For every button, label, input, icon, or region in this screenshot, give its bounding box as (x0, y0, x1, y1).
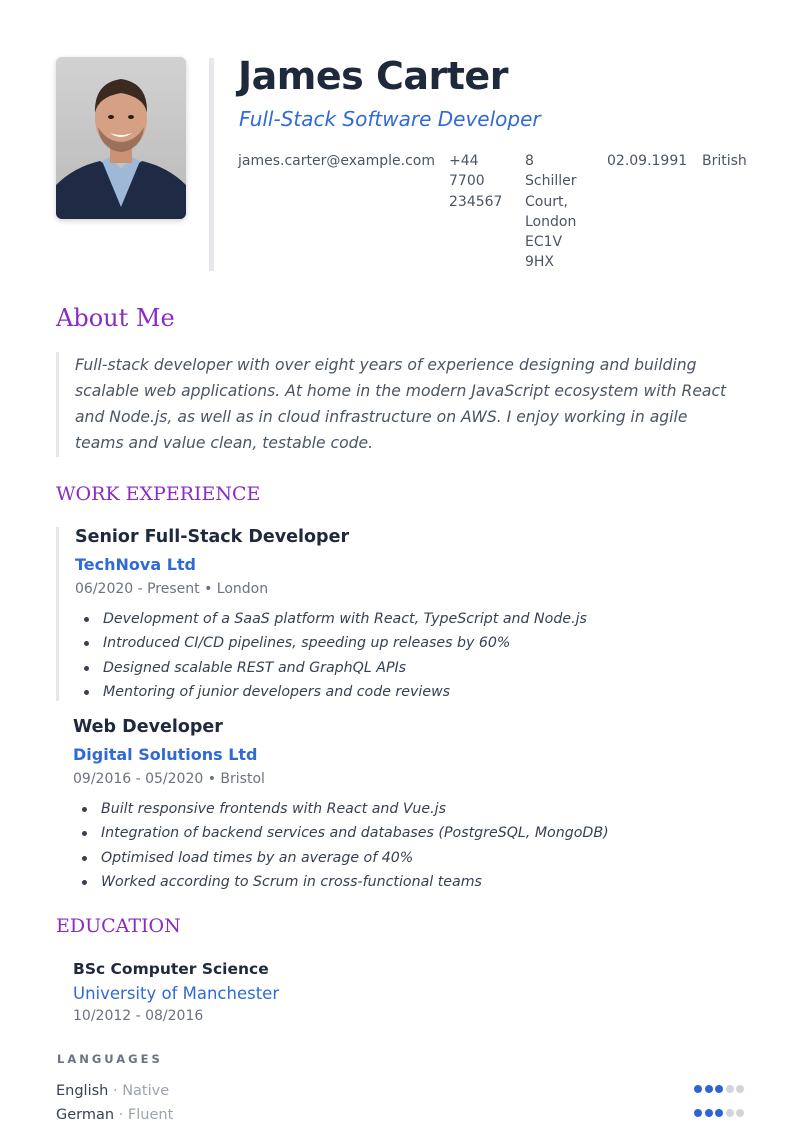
job-bullet (84, 680, 587, 704)
job-meta: 06/2020 - Present • London (75, 581, 269, 597)
bullet-dot-icon (82, 856, 87, 861)
header-divider (209, 58, 214, 271)
language-separator: · (114, 1107, 128, 1123)
language-rating (694, 1109, 744, 1118)
education-degree: BSc Computer Science (73, 960, 269, 978)
job-accent-rail (56, 527, 59, 701)
job-company: Digital Solutions Ltd (73, 745, 258, 764)
job-bullet-text: Introduced CI/CD pipelines, speeding up releases by 60% (103, 635, 511, 652)
language-row (56, 1080, 746, 1100)
about-heading: About Me (56, 304, 175, 332)
rating-dot-empty-icon (736, 1109, 744, 1117)
job-bullet-text: Development of a SaaS platform with React, TypeScript and Node.js (103, 611, 587, 627)
about-text: Full-stack developer with over eight years of experience designing and building scalable web applications. At home in the modern JavaScript ecosystem with React and Node.js, as well as in cloud infrastructure on AWS. I enjoy working in agile teams and value clean, testable code. (75, 356, 727, 453)
education-dates: 10/2012 - 08/2016 (73, 1008, 204, 1024)
job-company: TechNova Ltd (75, 555, 196, 574)
job-bullet (84, 631, 587, 655)
job-bullet-text: Mentoring of junior developers and code reviews (103, 683, 451, 700)
contact-birth-date: 02.09.1991 (607, 153, 688, 169)
language-level: Native (122, 1083, 170, 1099)
education-heading: EDUCATION (56, 915, 181, 937)
bullet-dot-icon (82, 880, 87, 885)
rating-dot-filled-icon (705, 1109, 713, 1117)
profile-photo (56, 57, 186, 219)
job-entry (0, 527, 800, 703)
contact-phone: +44 7700 234567 (449, 153, 503, 210)
job-bullet (82, 870, 609, 894)
work-experience-heading: WORK EXPERIENCE (56, 483, 261, 505)
portrait-image (56, 57, 186, 219)
language-separator: · (108, 1083, 123, 1099)
language-name: English (56, 1083, 109, 1099)
language-level: Fluent (127, 1107, 174, 1123)
rating-dot-filled-icon (705, 1085, 713, 1093)
rating-dot-empty-icon (736, 1085, 744, 1093)
contact-email: james.carter@example.com (238, 153, 435, 169)
job-entry (0, 717, 800, 897)
rating-dot-filled-icon (715, 1109, 723, 1117)
job-bullet (82, 821, 609, 845)
contact-address: 8 Schiller Court, London EC1V 9HX (525, 153, 577, 271)
language-name: German (56, 1107, 115, 1123)
bullet-dot-icon (84, 641, 89, 646)
about-section (56, 352, 749, 457)
languages-heading: LANGUAGES (57, 1052, 163, 1066)
job-bullet (84, 656, 587, 680)
rating-dot-filled-icon (694, 1109, 702, 1117)
person-title: Full-Stack Software Developer (239, 107, 541, 131)
job-bullet-text: Optimised load times by an average of 40% (101, 849, 414, 866)
bullet-dot-icon (82, 831, 87, 836)
person-name: James Carter (238, 54, 508, 98)
job-bullet-text: Built responsive frontends with React and Vue.js (101, 801, 446, 817)
education-institution: University of Manchester (73, 984, 280, 1003)
job-bullet-text: Worked according to Scrum in cross-functional teams (101, 873, 482, 890)
job-meta: 09/2016 - 05/2020 • Bristol (73, 771, 265, 787)
rating-dot-filled-icon (715, 1085, 723, 1093)
job-bullet (82, 846, 609, 870)
rating-dot-empty-icon (726, 1109, 734, 1117)
language-row (56, 1104, 746, 1124)
job-bullet-text: Designed scalable REST and GraphQL APIs (103, 659, 407, 676)
bullet-dot-icon (84, 666, 89, 671)
job-bullets (84, 607, 587, 704)
rating-dot-empty-icon (726, 1085, 734, 1093)
job-bullets (82, 797, 609, 894)
job-bullet-text: Integration of backend services and databases (PostgreSQL, MongoDB) (101, 825, 609, 842)
job-role: Web Developer (73, 717, 223, 737)
contact-nationality: British (702, 153, 747, 169)
rating-dot-filled-icon (694, 1085, 702, 1093)
bullet-dot-icon (84, 617, 89, 622)
job-role: Senior Full-Stack Developer (75, 527, 350, 547)
bullet-dot-icon (82, 807, 87, 812)
bullet-dot-icon (84, 690, 89, 695)
language-rating (694, 1085, 744, 1094)
job-bullet (84, 607, 587, 631)
job-bullet (82, 797, 609, 821)
